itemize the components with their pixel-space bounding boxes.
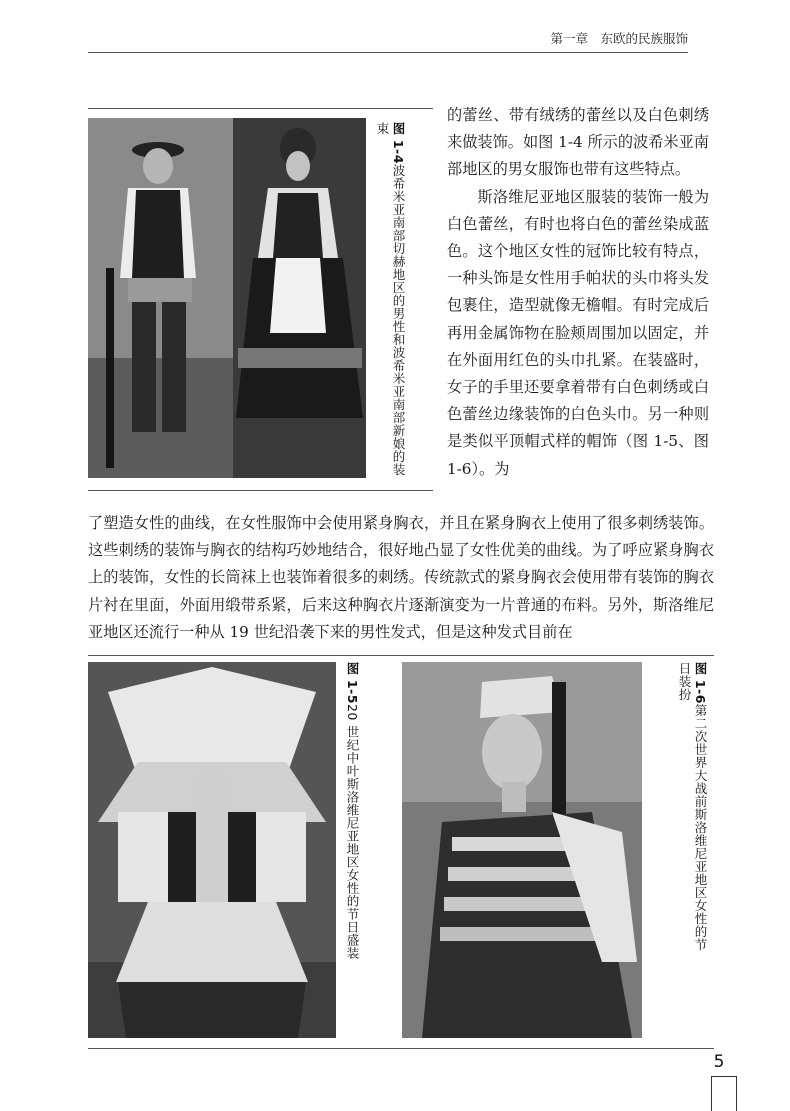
- figure-bottom-rule: [88, 490, 433, 491]
- figure-number: 图 1-5: [345, 662, 360, 704]
- figure-1-4-photo: [88, 118, 366, 478]
- figure-1-5-photo: [88, 662, 336, 1038]
- paragraph: 了塑造女性的曲线，在女性服饰中会使用紧身胸衣，并且在紧身胸衣上使用了很多刺绣装饰。这些刺绣的装饰与胸衣的结构巧妙地结合，很好地凸显了女性优美的曲线。为了呼应紧身胸衣上的装饰，女性的长筒袜上也装饰着很多的刺绣。传统款式的紧身胸衣会使用带有装饰的胸衣片衬在里面，外面用缎带系紧，后来这种胸衣片逐渐演变为一片普通的布料。另外，斯洛维尼亚地区还流行一种从 19 世纪沿袭下来的男性发式，但是这种发式目前在: [88, 514, 714, 641]
- photo-icon: [402, 662, 642, 1038]
- paragraph: 斯洛维尼亚地区服装的装饰一般为白色蕾丝，有时也将白色的蕾丝染成蓝色。这个地区女性的冠饰比较有特点，一种头饰是女性用手帕状的头巾将头发包裹住，造型就像无檐帽。有时完成后再用金属饰物在脸颊周围加以固定，并在外面用红色的头巾扎紧。在装盛时，女子的手里还要拿着带有白色刺绣或白色蕾丝边缘装饰的白色头巾。另一种则是类似平顶帽式样的帽饰（图 1-5、图 1-6）。为: [447, 187, 709, 478]
- page-number: 5: [713, 1052, 725, 1072]
- paragraph: 的蕾丝、带有绒绣的蕾丝以及白色刺绣来做装饰。如图 1-4 所示的波希米亚南部地区的男女服饰也带有这些特点。: [447, 106, 709, 179]
- body-column-text: [447, 102, 709, 483]
- photo-icon: [88, 662, 336, 1038]
- page-tab-marker: [711, 1076, 737, 1111]
- figure-1-5-caption: [344, 662, 360, 1038]
- figures-bottom-rule: [88, 1048, 714, 1049]
- figure-1-6-caption: [676, 662, 708, 952]
- figures-top-rule: [88, 655, 714, 656]
- running-head: 第一章 东欧的民族服饰: [88, 26, 688, 53]
- figure-caption-text: 波希米亚南部切赫地区的男性和波希米亚南部新娘的装束: [375, 122, 406, 476]
- figure-1-4-caption: [374, 122, 406, 482]
- body-full-text: [88, 510, 714, 646]
- photo-icon: [88, 118, 366, 478]
- figure-caption-text: 20 世纪中叶斯洛维尼亚地区女性的节日盛装: [345, 703, 360, 960]
- figure-caption-text: 第二次世界大战前斯洛维尼亚地区女性的节日装扮: [677, 662, 708, 951]
- figure-1-6-photo: [402, 662, 642, 1038]
- figure-top-rule: [88, 108, 433, 109]
- figure-number: 图 1-4: [391, 122, 406, 164]
- figure-number: 图 1-6: [693, 662, 708, 704]
